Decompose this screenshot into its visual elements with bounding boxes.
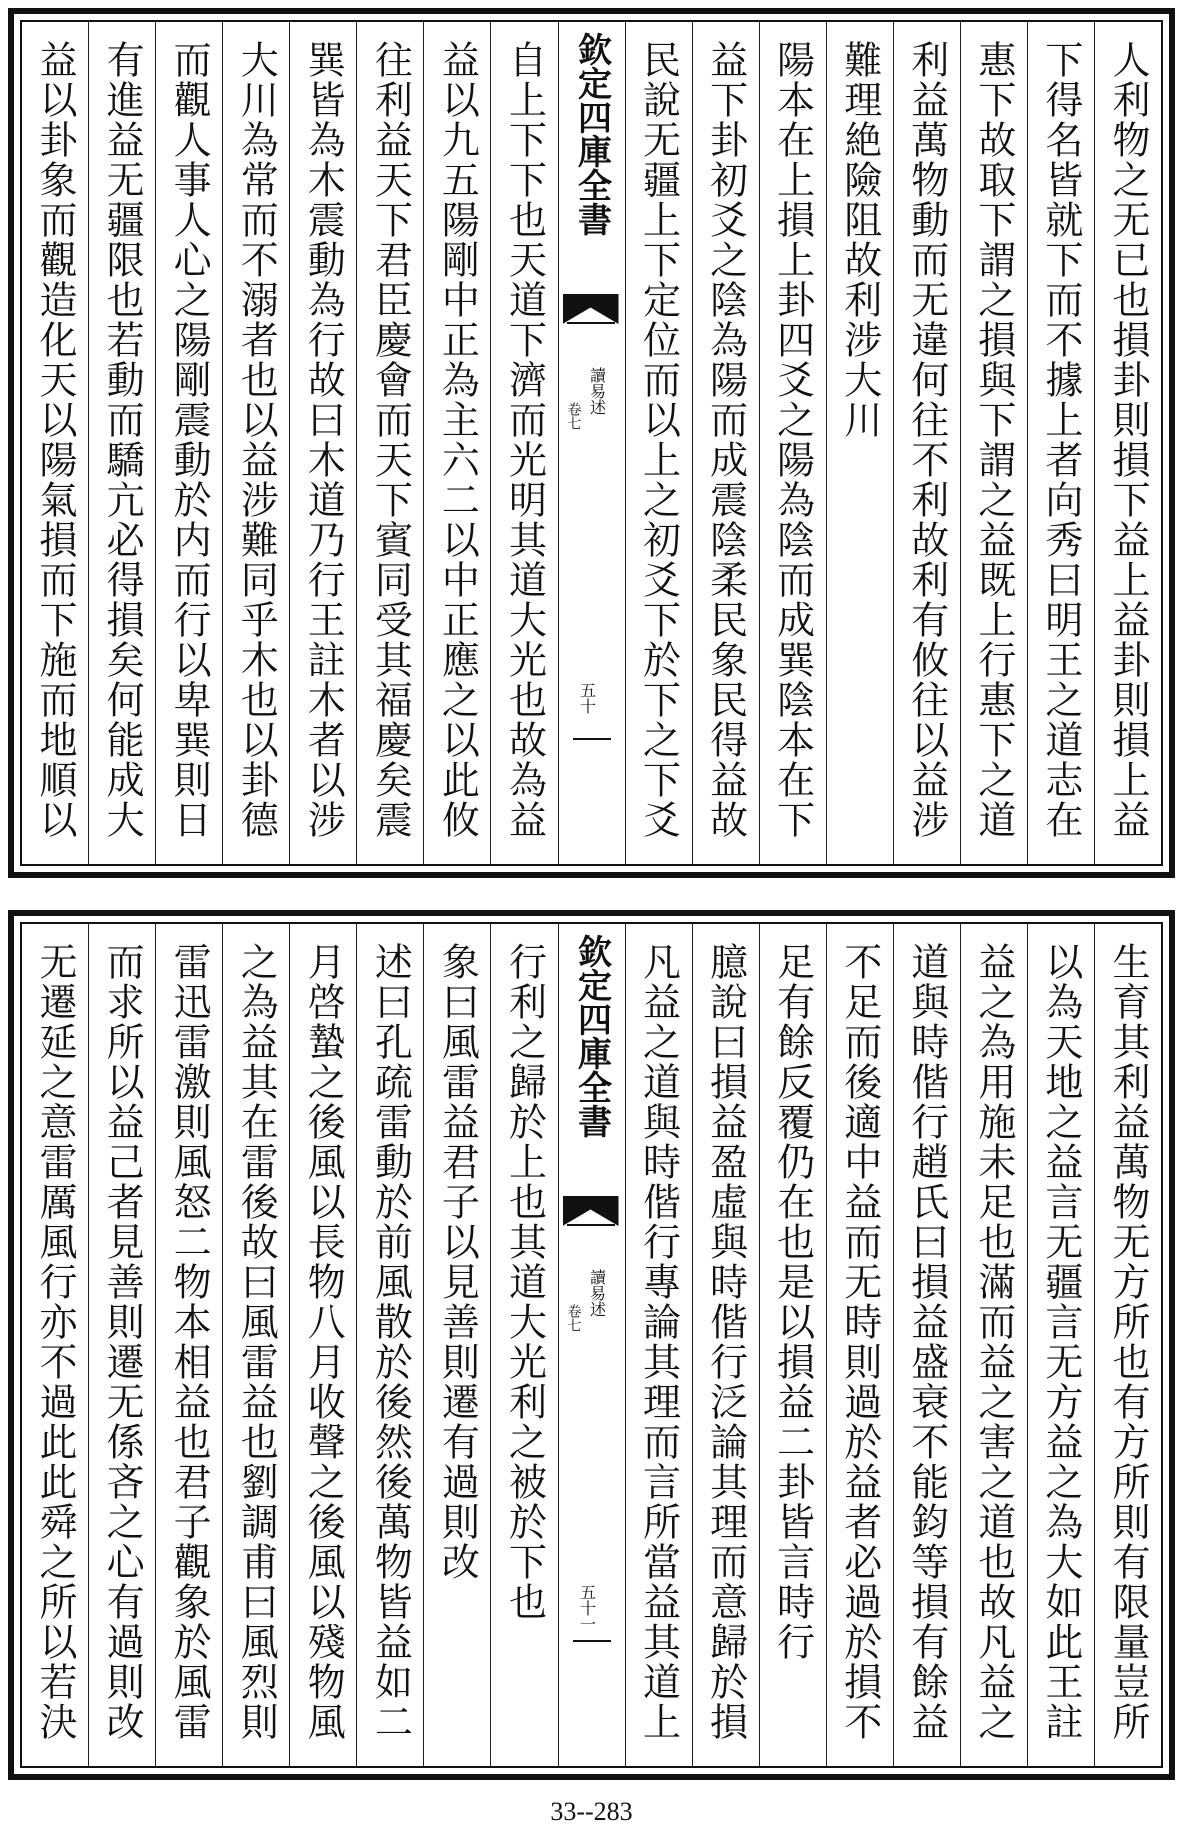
column-text: 而觀人事人心之陽剛震動於内而行以卑巽則日 [167, 40, 212, 840]
text-column [22, 22, 88, 864]
column-text: 不足而後適中益而无時則過於益者必過於損不 [837, 942, 882, 1742]
text-column [625, 22, 692, 864]
center-banner [558, 22, 625, 864]
top-page-frame [20, 20, 1163, 866]
text-column [759, 22, 826, 864]
column-text: 凡益之道與時偕行專論其理而言所當益其道上 [636, 942, 681, 1742]
column-text: 益之為用施未足也滿而益之害之道也故凡益之 [971, 942, 1016, 1742]
text-column [289, 924, 356, 1766]
column-text: 臆說曰損益盈虛與時偕行泛論其理而意歸於損 [703, 942, 748, 1742]
folio-number: 五十 [577, 682, 597, 714]
column-text: 象曰風雷益君子以見善則遷有過則改 [435, 942, 480, 1582]
column-text: 行利之歸於上也其道大光利之被於下也 [502, 942, 547, 1622]
text-column [423, 924, 490, 1766]
top-page [8, 8, 1175, 878]
collection-title: 欽定四庫全書 [571, 934, 612, 1138]
column-text: 人利物之无已也損卦則損下益上益卦則損上益 [1105, 40, 1150, 840]
text-column [490, 924, 557, 1766]
column-text: 足有餘反覆仍在也是以損益二卦皆言時行 [770, 942, 815, 1662]
text-column [155, 22, 222, 864]
text-column [960, 924, 1027, 1766]
column-text: 益以卦象而觀造化天以陽氣損而下施而地順以 [33, 40, 78, 840]
text-column [490, 22, 557, 864]
juan-number: 卷七 [565, 1304, 582, 1332]
text-column [88, 22, 155, 864]
text-column [692, 22, 759, 864]
column-text: 利益萬物動而无違何往不利故利有攸往以益涉 [904, 40, 949, 840]
text-column [692, 924, 759, 1766]
column-text: 雷迅雷激則風怒二物本相益也君子觀象於風雷 [167, 942, 212, 1742]
column-text: 无遷延之意雷厲風行亦不過此此舜之所以若決 [33, 942, 78, 1742]
text-column [960, 22, 1027, 864]
fish-tail-mark-icon [563, 294, 619, 324]
juan-number: 卷七 [565, 402, 582, 430]
text-column [155, 924, 222, 1766]
text-column [356, 22, 423, 864]
text-column [88, 924, 155, 1766]
column-text: 自上下下也天道下濟而光明其道大光也故為益 [502, 40, 547, 840]
column-text: 陽本在上損上卦四爻之陽為陰而成巽陰本在下 [770, 40, 815, 840]
column-text: 有進益无疆限也若動而驕亢必得損矣何能成大 [100, 40, 145, 840]
text-column [222, 22, 289, 864]
column-text: 惠下故取下謂之損與下謂之益既上行惠下之道 [971, 40, 1016, 840]
text-column [1027, 924, 1094, 1766]
text-column [625, 924, 692, 1766]
banner-rule [573, 1640, 611, 1642]
text-column [1027, 22, 1094, 864]
text-column [826, 22, 893, 864]
center-banner [558, 924, 625, 1766]
bottom-page [8, 910, 1175, 1780]
column-text: 生育其利益萬物无方所也有方所則有限量豈所 [1105, 942, 1150, 1742]
column-text: 以為天地之益言无疆言无方益之為大如此王註 [1038, 942, 1083, 1742]
folio-number: 五十一 [577, 1584, 597, 1632]
fish-tail-rule-icon [567, 322, 615, 338]
text-column [356, 924, 423, 1766]
text-column [289, 22, 356, 864]
banner-rule [573, 738, 611, 740]
column-text: 月啓蟄之後風以長物八月收聲之後風以殘物風 [301, 942, 346, 1742]
page-code: 33--283 [550, 1797, 633, 1826]
column-text: 道與時偕行趙氏曰損益盛衰不能鈞等損有餘益 [904, 942, 949, 1742]
book-name: 讀易述 [587, 1269, 607, 1317]
fish-tail-rule-icon [567, 1224, 615, 1240]
column-text: 述曰孔疏雷動於前風散於後然後萬物皆益如二 [368, 942, 413, 1742]
column-text: 而求所以益己者見善則遷无係吝之心有過則改 [100, 942, 145, 1742]
column-text: 往利益天下君臣慶會而天下賓同受其福慶矣震 [368, 40, 413, 840]
text-column [893, 924, 960, 1766]
column-text: 巽皆為木震動為行故曰木道乃行王註木者以涉 [301, 40, 346, 840]
text-column [1094, 22, 1161, 864]
text-column [222, 924, 289, 1766]
fish-tail-mark-icon [563, 1196, 619, 1226]
text-column [22, 924, 88, 1766]
text-column [759, 924, 826, 1766]
text-column [1094, 924, 1161, 1766]
text-column [826, 924, 893, 1766]
text-column [423, 22, 490, 864]
book-name: 讀易述 [587, 367, 607, 415]
bottom-page-frame [20, 922, 1163, 1768]
column-text: 大川為常而不溺者也以益涉難同乎木也以卦德 [234, 40, 279, 840]
column-text: 下得名皆就下而不據上者向秀曰明王之道志在 [1038, 40, 1083, 840]
column-text: 難理絶險阻故利涉大川 [837, 40, 882, 440]
column-text: 之為益其在雷後故曰風雷益也劉調甫曰風烈則 [234, 942, 279, 1742]
collection-title: 欽定四庫全書 [571, 32, 612, 236]
column-text: 益下卦初爻之陰為陽而成震陰柔民象民得益故 [703, 40, 748, 840]
column-text: 民說无疆上下定位而以上之初爻下於下之下爻 [636, 40, 681, 840]
text-column [893, 22, 960, 864]
column-text: 益以九五陽剛中正為主六二以中正應之以此攸 [435, 40, 480, 840]
